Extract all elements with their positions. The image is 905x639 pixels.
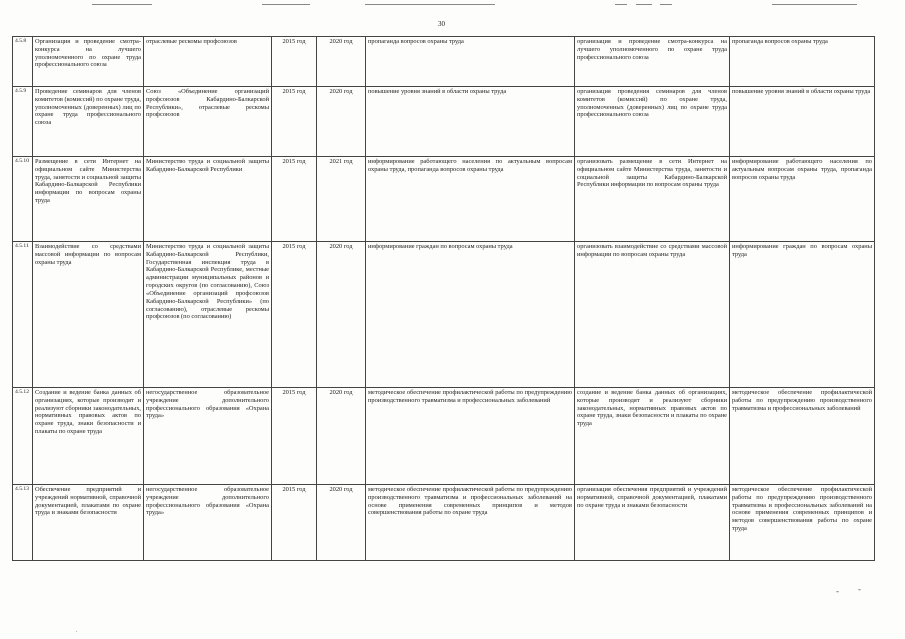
cell-end-year: 2020 год bbox=[317, 388, 366, 485]
cell-executor: Министерство труда и социальной защиты Кабардино-Балкарской Республики bbox=[144, 157, 272, 242]
cell-number: 4.5.9 bbox=[13, 87, 33, 157]
scan-mark: . bbox=[76, 628, 78, 634]
cell-action: создание и ведение банка данных об организациях, которые производят и реализуют сборники законодательных, нормативных правовых актов по охране труда, знаки безопасности и плакаты по охране труда bbox=[575, 388, 730, 485]
scan-edge-line bbox=[615, 4, 627, 5]
table-row bbox=[13, 242, 875, 388]
cell-end-year: 2020 год bbox=[317, 242, 366, 388]
scan-edge-line bbox=[92, 4, 152, 5]
cell-expected-result: пропаганда вопросов охраны труда bbox=[366, 37, 575, 87]
cell-start-year: 2015 год bbox=[272, 242, 317, 388]
cell-start-year: 2015 год bbox=[272, 388, 317, 485]
cell-aim: информирование граждан по вопросам охраны труда bbox=[730, 242, 875, 388]
cell-end-year: 2021 год bbox=[317, 157, 366, 242]
cell-start-year: 2015 год bbox=[272, 485, 317, 561]
table-body bbox=[13, 37, 875, 561]
table-row bbox=[13, 37, 875, 87]
cell-action: организация проведения семинаров для членов комитетов (комиссий) по охране труда, уполномоченных (доверенных) лиц по охране труда профессионального союза bbox=[575, 87, 730, 157]
cell-measure-name: Взаимодействие со средствами массовой информации по вопросам охраны труда bbox=[33, 242, 144, 388]
cell-start-year: 2015 год bbox=[272, 87, 317, 157]
cell-end-year: 2020 год bbox=[317, 37, 366, 87]
scan-edge-line bbox=[262, 4, 310, 5]
cell-executor: негосударственное образовательное учреждение дополнительного профессионального образования «Охрана труда» bbox=[144, 388, 272, 485]
cell-action: организация и проведение смотра-конкурса на лучшего уполномоченного по охране труда профессионального союза bbox=[575, 37, 730, 87]
cell-aim: методическое обеспечение профилактической работы по предупреждению производственного травматизма и профессиональных заболеваний bbox=[730, 388, 875, 485]
cell-measure-name: Создание и ведение банка данных об организациях, которые производят и реализуют сборники законодательных, нормативных правовых актов по охране труда, знаки безопасности и плакаты по охране труда bbox=[33, 388, 144, 485]
measures-table bbox=[12, 36, 875, 561]
cell-number: 4.5.10 bbox=[13, 157, 33, 242]
cell-action: организация обеспечения предприятий и учреждений нормативной, справочной документацией, плакатами по охране труда и знаками безопасности bbox=[575, 485, 730, 561]
cell-number: 4.5.12 bbox=[13, 388, 33, 485]
cell-number: 4.5.13 bbox=[13, 485, 33, 561]
cell-number: 4.5.11 bbox=[13, 242, 33, 388]
scan-mark: ‑ bbox=[836, 586, 839, 596]
cell-executor: негосударственное образовательное учреждение дополнительного профессионального образования «Охрана труда» bbox=[144, 485, 272, 561]
table-row bbox=[13, 87, 875, 157]
scan-edge-line bbox=[772, 4, 857, 5]
cell-start-year: 2015 год bbox=[272, 37, 317, 87]
cell-expected-result: методическое обеспечение профилактической работы по предупреждению производственного травматизма и профессиональных заболеваний bbox=[366, 388, 575, 485]
cell-executor: Министерство труда и социальной защиты Кабардино-Балкарской Республики, Государственная инспекция труда в Кабардино-Балкарской Республике, местные администрации муниципальных районов и городских округов (по согласованию), Союз «Объединение организаций профсоюзов Кабардино-Балкарской Республики» (по согласованию), отраслевые рескомы профсоюзов (по согласованию) bbox=[144, 242, 272, 388]
cell-measure-name: Организация и проведение смотра-конкурса на лучшего уполномоченного по охране труда профессионального союза bbox=[33, 37, 144, 87]
cell-number: 4.5.8 bbox=[13, 37, 33, 87]
cell-expected-result: методическое обеспечение профилактической работы по предупреждению производственного травматизма и профессиональных заболеваний на основе применения современных принципов и методов совершенствования работы по охране труда bbox=[366, 485, 575, 561]
cell-end-year: 2020 год bbox=[317, 485, 366, 561]
cell-aim: пропаганда вопросов охраны труда bbox=[730, 37, 875, 87]
cell-executor: отраслевые рескомы профсоюзов bbox=[144, 37, 272, 87]
scan-edge-line bbox=[636, 4, 652, 5]
cell-executor: Союз «Объединение организаций профсоюзов Кабардино-Балкарской Республики», отраслевые рескомы профсоюзов bbox=[144, 87, 272, 157]
page-number: 30 bbox=[438, 20, 445, 28]
cell-end-year: 2020 год bbox=[317, 87, 366, 157]
scan-mark: ‑ bbox=[858, 584, 861, 594]
cell-aim: методическое обеспечение профилактической работы по предупреждению производственного травматизма и профессиональных заболеваний на основе применения современных принципов и методов совершенствования работы по охране труда bbox=[730, 485, 875, 561]
scan-edge-line bbox=[365, 4, 495, 5]
cell-expected-result: информирование работающего населения по актуальным вопросам охраны труда, пропаганда вопросов охраны труда bbox=[366, 157, 575, 242]
cell-expected-result: повышение уровня знаний в области охраны труда bbox=[366, 87, 575, 157]
cell-aim: повышение уровня знаний в области охраны труда bbox=[730, 87, 875, 157]
cell-start-year: 2015 год bbox=[272, 157, 317, 242]
cell-measure-name: Проведение семинаров для членов комитетов (комиссий) по охране труда, уполномоченных (доверенных) лиц по охране труда профессионального союза bbox=[33, 87, 144, 157]
cell-aim: информирование работающего населения по актуальным вопросам охраны труда, пропаганда вопросов охраны труда bbox=[730, 157, 875, 242]
scan-edge-line bbox=[660, 4, 672, 5]
cell-measure-name: Размещение в сети Интернет на официальном сайте Министерства труда, занятости и социальной защиты Кабардино-Балкарской Республики информации по вопросам охраны труда bbox=[33, 157, 144, 242]
table-row bbox=[13, 157, 875, 242]
table-row bbox=[13, 388, 875, 485]
cell-action: организовать взаимодействие со средствами массовой информации по вопросам охраны труда bbox=[575, 242, 730, 388]
table-row bbox=[13, 485, 875, 561]
cell-action: организовать размещение в сети Интернет на официальном сайте Министерства труда, занятости и социальной защиты Кабардино-Балкарской Республики информации по вопросам охраны труда bbox=[575, 157, 730, 242]
cell-measure-name: Обеспечение предприятий и учреждений нормативной, справочной документацией, плакатами по охране труда и знаками безопасности bbox=[33, 485, 144, 561]
cell-expected-result: информирование граждан по вопросам охраны труда bbox=[366, 242, 575, 388]
